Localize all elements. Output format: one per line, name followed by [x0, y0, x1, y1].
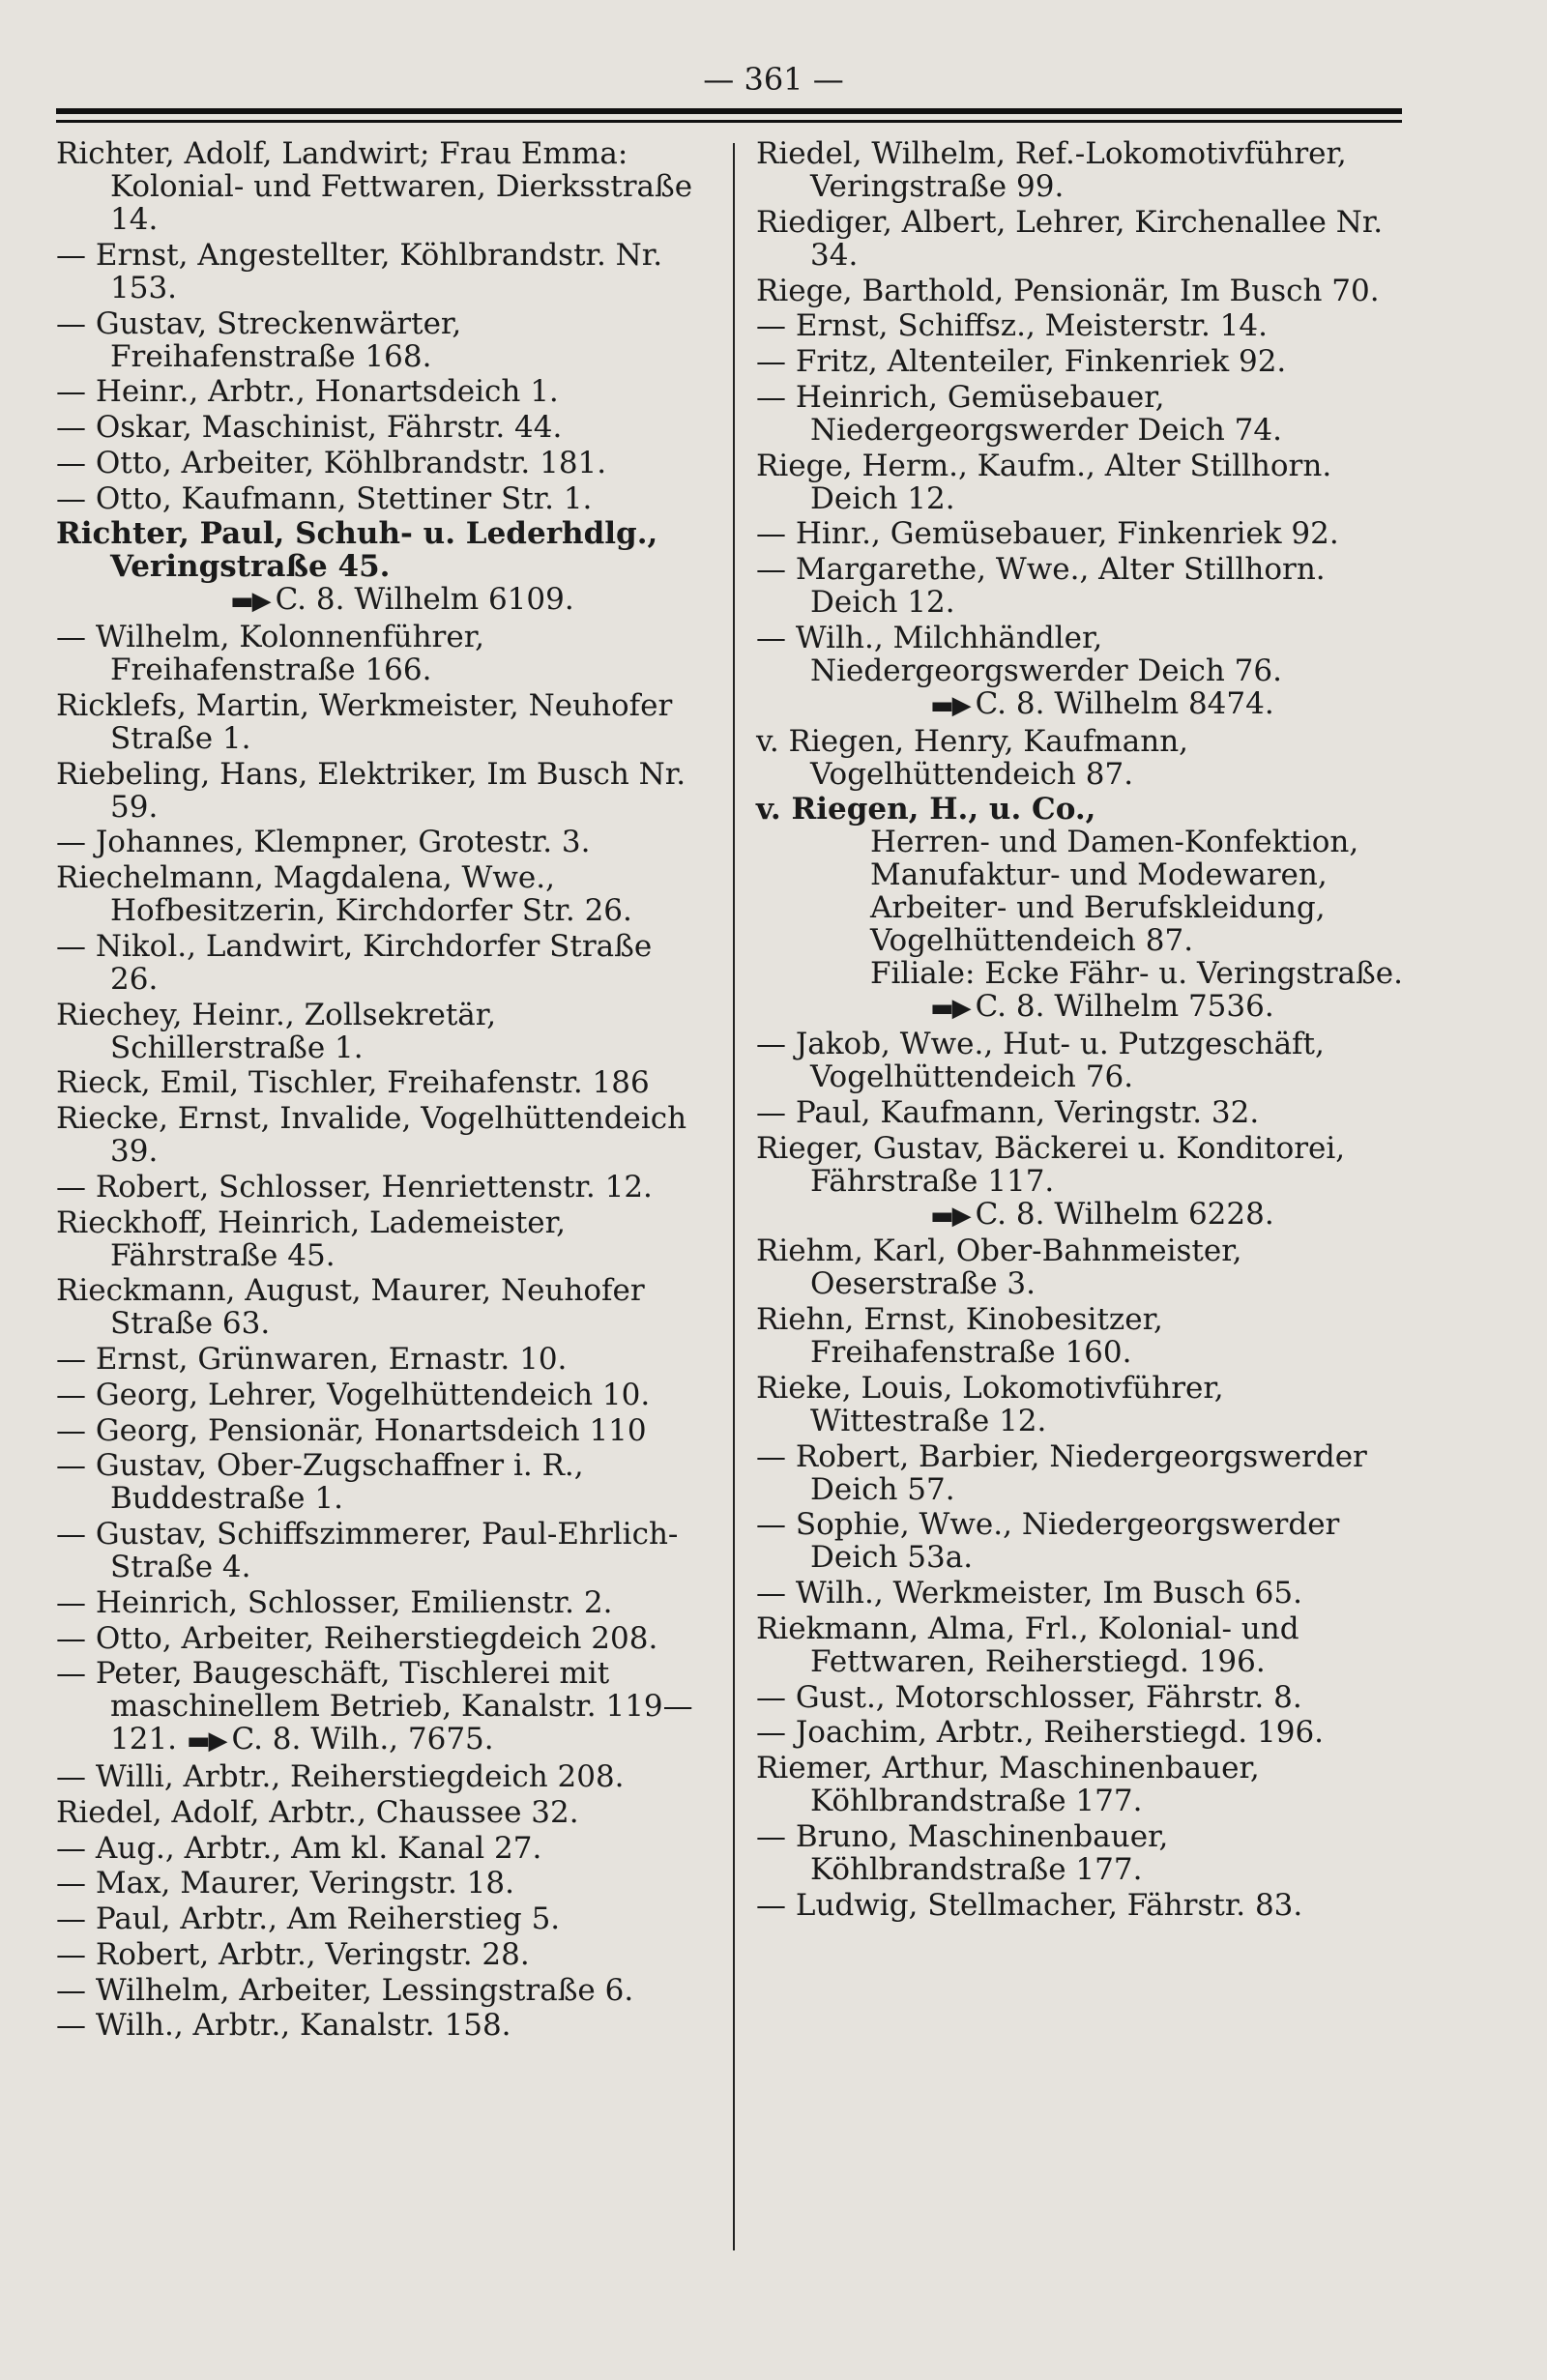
entry-text: — Wilh., Milchhändler, Niedergeorgswerder Deich 76.	[756, 620, 1282, 688]
directory-entry	[756, 1234, 1406, 1300]
entry-text: — Fritz, Altenteiler, Finkenriek 92.	[756, 344, 1287, 379]
directory-entry	[56, 1760, 708, 1793]
entry-text: — Gustav, Ober-Zugschaffner i. R., Buddestraße 1.	[56, 1448, 584, 1517]
directory-entry	[756, 622, 1406, 722]
directory-entry	[756, 1372, 1406, 1437]
directory-entry	[56, 1102, 708, 1168]
directory-entry	[56, 1414, 708, 1447]
directory-entry	[56, 999, 708, 1064]
directory-entry	[56, 517, 708, 618]
entry-text: — Gustav, Schiffszimmerer, Paul-Ehrlich-Straße 4.	[56, 1517, 679, 1584]
directory-entry	[56, 307, 708, 373]
entry-phone: ▬▶ C. 8. Wilh., 7675.	[186, 1722, 494, 1757]
entry-text: Riehn, Ernst, Kinobesitzer, Freihafenstraße 160.	[756, 1302, 1163, 1370]
entry-text: Richter, Adolf, Landwirt; Frau Emma: Kolonial- und Fettwaren, Dierksstraße 14.	[56, 136, 693, 237]
directory-entry	[756, 1303, 1406, 1369]
entry-text: — Ernst, Grünwaren, Ernastr. 10.	[56, 1342, 568, 1377]
header-rule-thin	[56, 120, 1402, 123]
directory-entry	[56, 1796, 708, 1829]
entry-text: — Joachim, Arbtr., Reiherstiegd. 196.	[756, 1715, 1325, 1751]
entry-text: — Heinrich, Gemüsebauer, Niedergeorgswerder Deich 74.	[756, 379, 1282, 448]
directory-entry	[756, 1752, 1406, 1817]
directory-entry	[56, 1379, 708, 1411]
directory-entry	[756, 1889, 1406, 1922]
entry-text: — Wilh., Arbtr., Kanalstr. 158.	[56, 2008, 511, 2044]
directory-entry	[56, 861, 708, 927]
directory-entry	[756, 1577, 1406, 1610]
entry-text: — Nikol., Landwirt, Kirchdorfer Straße 26.	[56, 928, 653, 997]
telephone-icon: ▬▶	[930, 994, 970, 1024]
directory-entry	[56, 1867, 708, 1900]
directory-entry	[56, 1206, 708, 1272]
entry-text: — Bruno, Maschinenbauer, Köhlbrandstraße 177.	[756, 1818, 1169, 1887]
page-number: — 361 —	[703, 61, 844, 98]
directory-entry	[756, 381, 1406, 447]
entry-text: — Gust., Motorschlosser, Fährstr. 8.	[756, 1679, 1302, 1715]
directory-entry	[56, 137, 708, 236]
entry-text: — Margarethe, Wwe., Alter Stillhorn. Deich 12.	[756, 552, 1326, 620]
entry-text: — Oskar, Maschinist, Fährstr. 44.	[56, 410, 563, 445]
directory-entry	[56, 1832, 708, 1865]
directory-entry	[56, 1449, 708, 1515]
directory-entry	[56, 1171, 708, 1204]
entry-text: Riege, Herm., Kaufm., Alter Stillhorn. Deich 12.	[756, 448, 1332, 516]
entry-text: — Aug., Arbtr., Am kl. Kanal 27.	[56, 1830, 542, 1866]
entry-text: — Paul, Kaufmann, Veringstr. 32.	[756, 1094, 1260, 1130]
directory-entry	[756, 1440, 1406, 1506]
directory-entry	[756, 275, 1406, 307]
entry-text: Riekmann, Alma, Frl., Kolonial- und Fettwaren, Reiherstiegd. 196.	[756, 1611, 1299, 1679]
entry-phone: ▬▶ C. 8. Wilhelm 6228.	[930, 1196, 1274, 1232]
entry-text: — Georg, Pensionär, Honartsdeich 110	[56, 1412, 647, 1448]
entry-text: Riege, Barthold, Pensionär, Im Busch 70.	[756, 273, 1380, 308]
entry-text: Rieke, Louis, Lokomotivführer, Wittestraße 12.	[756, 1370, 1224, 1438]
entry-text: — Robert, Schlosser, Henriettenstr. 12.	[56, 1169, 653, 1205]
entry-text: Riecke, Ernst, Invalide, Vogelhüttendeich 39.	[56, 1101, 687, 1169]
directory-entry	[56, 689, 708, 755]
entry-text: Riebeling, Hans, Elektriker, Im Busch Nr. 59.	[56, 756, 686, 825]
right-column	[756, 137, 1406, 1924]
directory-entry	[56, 1518, 708, 1583]
directory-entry	[756, 517, 1406, 550]
entry-text: — Otto, Kaufmann, Stettiner Str. 1.	[56, 480, 593, 516]
directory-entry	[56, 1657, 708, 1757]
directory-entry	[56, 1938, 708, 1971]
header-rule-thick	[56, 108, 1402, 114]
entry-text: — Robert, Barbier, Niedergeorgswerder Deich 57.	[756, 1438, 1367, 1507]
entry-text: Richter, Paul, Schuh- u. Lederhdlg., Veringstraße 45.	[56, 516, 658, 585]
entry-text: — Peter, Baugeschäft, Tischlerei mit maschinellem Betrieb, Kanalstr. 119—121.	[56, 1656, 693, 1757]
directory-entry	[756, 206, 1406, 272]
directory-entry	[756, 309, 1406, 342]
entry-text: v. Riegen, H., u. Co.,	[756, 792, 1096, 827]
directory-entry	[756, 1716, 1406, 1749]
entry-text: Riemer, Arthur, Maschinenbauer, Köhlbrandstraße 177.	[756, 1751, 1260, 1818]
directory-entry	[56, 482, 708, 515]
entry-text: Riediger, Albert, Lehrer, Kirchenallee Nr. 34.	[756, 204, 1384, 273]
directory-entry	[756, 1508, 1406, 1574]
directory-entry	[56, 621, 708, 686]
directory-entry	[56, 1902, 708, 1935]
entry-phone: ▬▶ C. 8. Wilhelm 7536.	[930, 989, 1274, 1025]
entry-text: Ricklefs, Martin, Werkmeister, Neuhofer Straße 1.	[56, 687, 673, 756]
entry-phone: ▬▶ C. 8. Wilhelm 8474.	[930, 685, 1274, 721]
directory-entry	[756, 1681, 1406, 1714]
entry-text: — Sophie, Wwe., Niedergeorgswerder Deich 53a.	[756, 1507, 1340, 1576]
directory-entry	[56, 758, 708, 824]
directory-entry	[56, 1622, 708, 1655]
directory-entry	[756, 793, 1406, 1025]
directory-entry	[56, 1343, 708, 1376]
directory-entry	[756, 1132, 1406, 1233]
entry-text: Riehm, Karl, Ober-Bahnmeister, Oeserstraße 3.	[756, 1234, 1242, 1302]
directory-entry	[756, 345, 1406, 378]
entry-text: — Ludwig, Stellmacher, Fährstr. 83.	[756, 1887, 1303, 1923]
telephone-icon: ▬▶	[186, 1727, 226, 1756]
column-divider	[733, 143, 735, 2250]
entry-text: — Otto, Arbeiter, Köhlbrandstr. 181.	[56, 445, 607, 480]
directory-entry	[56, 411, 708, 444]
entry-text: — Ernst, Angestellter, Köhlbrandstr. Nr. 153.	[56, 237, 663, 305]
telephone-icon: ▬▶	[230, 587, 270, 617]
entry-text: — Otto, Arbeiter, Reiherstiegdeich 208.	[56, 1620, 658, 1656]
entry-text: — Wilh., Werkmeister, Im Busch 65.	[756, 1576, 1302, 1611]
entry-text: — Robert, Arbtr., Veringstr. 28.	[56, 1936, 530, 1972]
entry-text: Riedel, Adolf, Arbtr., Chaussee 32.	[56, 1794, 579, 1830]
directory-entry	[756, 450, 1406, 515]
directory-entry	[56, 930, 708, 996]
entry-text: — Max, Maurer, Veringstr. 18.	[56, 1866, 514, 1901]
entry-text: — Gustav, Streckenwärter, Freihafenstraße 168.	[56, 305, 462, 374]
directory-entry	[56, 239, 708, 305]
entry-phone: ▬▶ C. 8. Wilhelm 6109.	[230, 582, 574, 618]
entry-text: Riechey, Heinr., Zollsekretär, Schillerstraße 1.	[56, 997, 497, 1065]
entry-text: — Hinr., Gemüsebauer, Finkenriek 92.	[756, 516, 1339, 552]
entry-text: — Wilhelm, Arbeiter, Lessingstraße 6.	[56, 1972, 634, 2008]
entry-text: Rieck, Emil, Tischler, Freihafenstr. 186	[56, 1065, 650, 1101]
directory-entry	[756, 1028, 1406, 1093]
entry-text: — Willi, Arbtr., Reiherstiegdeich 208.	[56, 1759, 625, 1794]
telephone-icon: ▬▶	[930, 690, 970, 720]
entry-text: Rieger, Gustav, Bäckerei u. Konditorei, Fährstraße 117.	[756, 1130, 1346, 1199]
directory-entry	[56, 1974, 708, 2007]
directory-entry	[756, 1096, 1406, 1129]
entry-text: Rieckmann, August, Maurer, Neuhofer Straße 63.	[56, 1273, 645, 1342]
entry-text: — Johannes, Klempner, Grotestr. 3.	[56, 825, 591, 860]
directory-entry	[56, 375, 708, 408]
entry-text: Riechelmann, Magdalena, Wwe., Hofbesitzerin, Kirchdorfer Str. 26.	[56, 860, 632, 928]
directory-entry	[756, 137, 1406, 203]
entry-text: — Paul, Arbtr., Am Reiherstieg 5.	[56, 1901, 561, 1936]
entry-text: Rieckhoff, Heinrich, Lademeister, Fährstraße 45.	[56, 1205, 566, 1273]
directory-entry	[756, 725, 1406, 791]
entry-text: — Heinr., Arbtr., Honartsdeich 1.	[56, 374, 559, 410]
entry-text: — Georg, Lehrer, Vogelhüttendeich 10.	[56, 1377, 651, 1412]
entry-text: — Jakob, Wwe., Hut- u. Putzgeschäft, Vogelhüttendeich 76.	[756, 1027, 1325, 1094]
entry-text: Riedel, Wilhelm, Ref.-Lokomotivführer, Veringstraße 99.	[756, 136, 1347, 204]
entry-text: — Wilhelm, Kolonnenführer, Freihafenstraße 166.	[56, 620, 484, 687]
entry-subline: Filiale: Ecke Fähr- u. Veringstraße.	[870, 956, 1403, 992]
entry-text: v. Riegen, Henry, Kaufmann, Vogelhüttendeich 87.	[756, 723, 1189, 792]
entry-text: — Heinrich, Schlosser, Emilienstr. 2.	[56, 1584, 613, 1620]
directory-entry	[56, 1586, 708, 1619]
left-column	[56, 137, 708, 2045]
directory-entry	[56, 447, 708, 479]
directory-entry	[56, 2009, 708, 2042]
directory-entry	[756, 1612, 1406, 1678]
directory-entry	[56, 826, 708, 858]
telephone-icon: ▬▶	[930, 1201, 970, 1231]
directory-entry	[56, 1066, 708, 1099]
entry-subline: Herren- und Damen-Konfektion, Manufaktur- und Modewaren, Arbeiter- und Berufskleidung, Vogelhüttendeich 87.	[870, 825, 1359, 959]
entry-text: — Ernst, Schiffsz., Meisterstr. 14.	[756, 308, 1268, 344]
directory-entry	[56, 1274, 708, 1340]
directory-entry	[756, 1820, 1406, 1886]
directory-entry	[756, 553, 1406, 619]
